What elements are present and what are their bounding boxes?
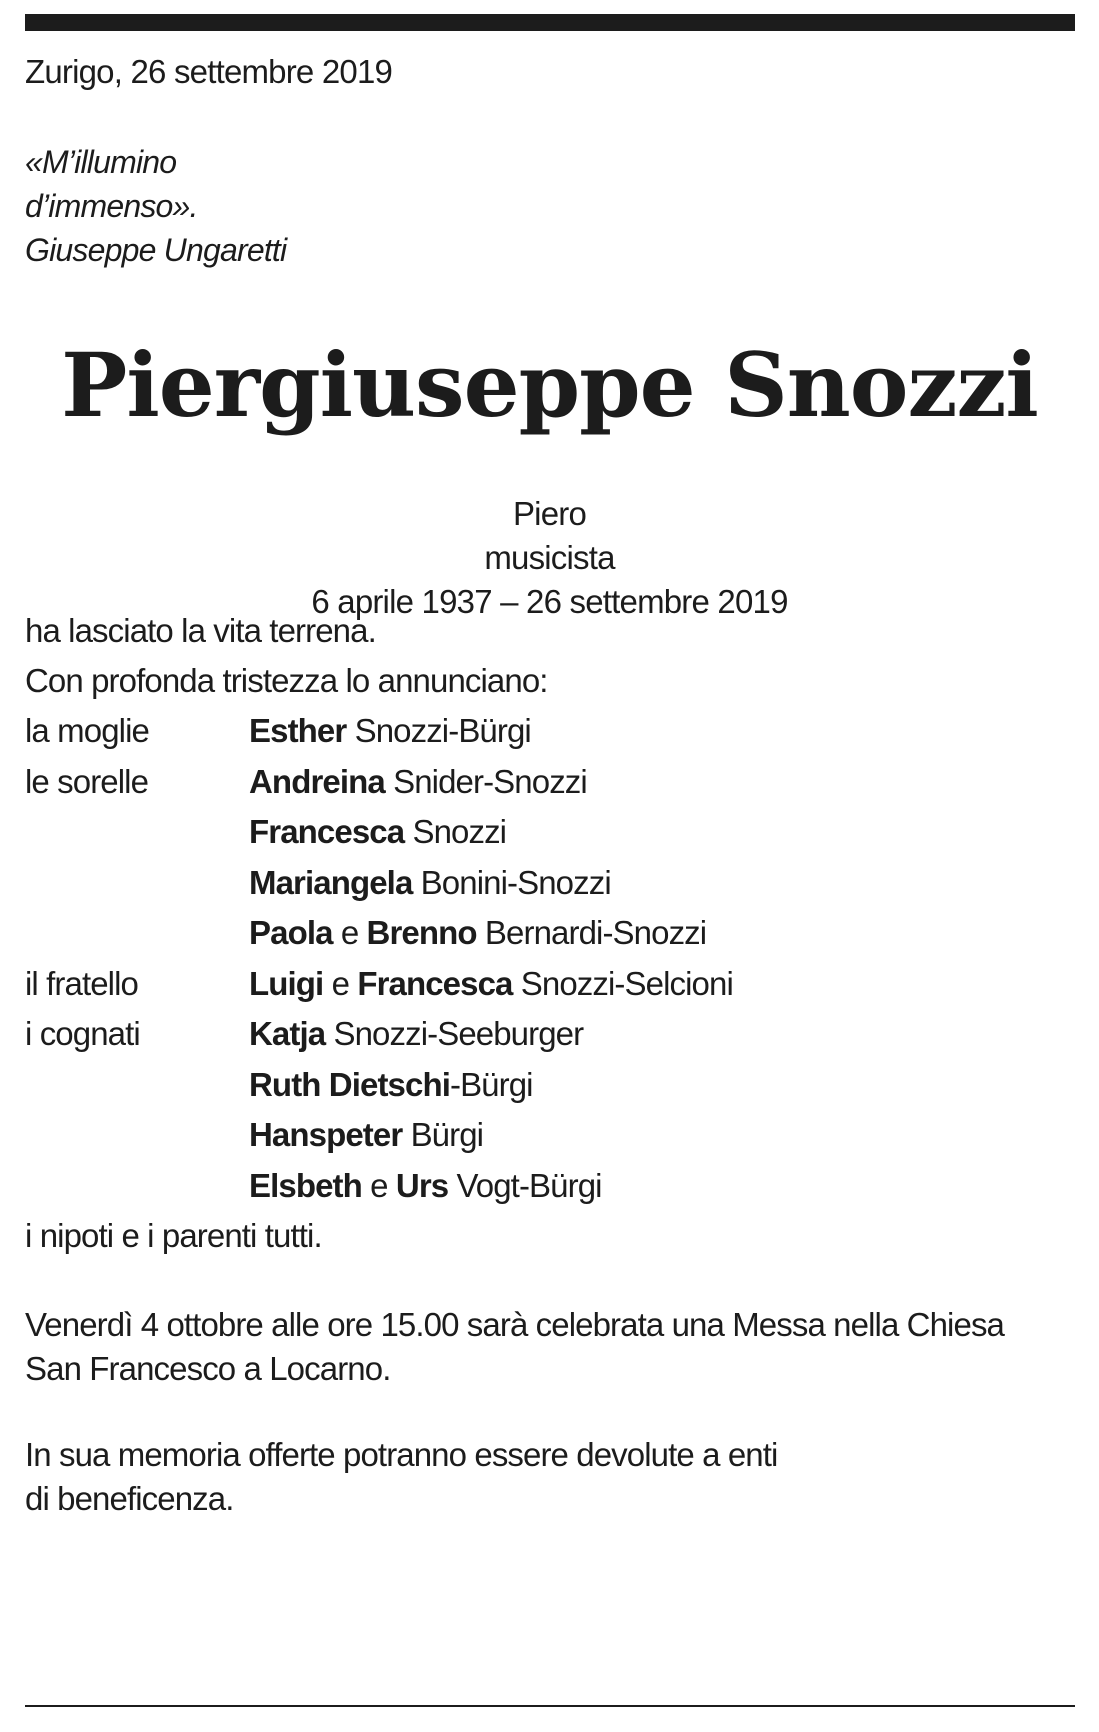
given-name: Hanspeter [249, 1116, 403, 1153]
service-line: San Francesco a Locarno. [25, 1350, 391, 1387]
person-name [249, 1115, 483, 1155]
relation-label: la moglie [25, 712, 149, 749]
donation-line: In sua memoria offerte potranno essere devolute a enti [25, 1436, 778, 1473]
name-part: e [361, 1166, 396, 1204]
family-row [25, 964, 1075, 1008]
person-name [249, 1166, 602, 1206]
name-part: Snozzi [404, 813, 507, 850]
relation-label: i cognati [25, 1015, 140, 1052]
person-name [249, 1014, 583, 1054]
person-name [249, 964, 733, 1004]
service-announcement [25, 1303, 1004, 1391]
given-name: Katja [249, 1015, 326, 1052]
given-name: Francesca [357, 964, 513, 1002]
given-name: Paola [249, 914, 333, 951]
given-name: Esther [249, 712, 347, 749]
quote-block [25, 140, 286, 272]
given-name: Elsbeth [249, 1166, 362, 1204]
given-name: Urs [395, 1166, 449, 1204]
family-row [25, 863, 1075, 907]
name-part: Vogt-Bürgi [448, 1166, 602, 1204]
relation-label: le sorelle [25, 762, 149, 800]
name-part: Snozzi-Bürgi [346, 712, 531, 749]
closing-text: i nipoti e i parenti tutti. [25, 1217, 322, 1254]
name-part: Bürgi [402, 1116, 484, 1153]
donation-note [25, 1433, 777, 1521]
top-rule [25, 14, 1075, 31]
family-row [25, 762, 1075, 806]
given-name: Mariangela [249, 863, 413, 901]
service-line: Venerdì 4 ottobre alle ore 15.00 sarà celebrata una Messa nella Chiesa [25, 1306, 1004, 1343]
person-name [249, 913, 706, 953]
life-dates: 6 aprile 1937 – 26 settembre 2019 [311, 583, 788, 620]
name-part: Bernardi-Snozzi [476, 914, 707, 951]
date-line: Zurigo, 26 settembre 2019 [25, 53, 393, 90]
nickname: Piero [512, 495, 587, 532]
quote-author: Giuseppe Ungaretti [25, 232, 287, 268]
relation-label: il fratello [25, 964, 138, 1002]
family-row [25, 1115, 1075, 1159]
announcement-text: Con profonda tristezza lo annunciano: [25, 662, 548, 699]
name-part: e [323, 964, 358, 1002]
quote-line: «M’illumino [25, 144, 177, 180]
profession: musicista [484, 539, 615, 576]
given-name: Francesca [249, 813, 405, 850]
deceased-details [0, 492, 1099, 624]
name-part: Snider-Snozzi [384, 762, 587, 800]
family-row [25, 1014, 1075, 1058]
deceased-name: Piergiuseppe Snozzi [61, 333, 1038, 437]
family-row [25, 1166, 1075, 1210]
passed-away-text: ha lasciato la vita terrena. [25, 612, 376, 649]
person-name [249, 711, 531, 751]
family-row [25, 1065, 1075, 1109]
name-part: Snozzi-Seeburger [325, 1015, 584, 1052]
person-name [249, 812, 506, 852]
name-part: Snozzi-Selcioni [512, 964, 733, 1002]
donation-line: di beneficenza. [25, 1480, 234, 1517]
given-name: Andreina [249, 762, 385, 800]
family-row [25, 711, 1075, 755]
given-name: Brenno [366, 914, 477, 951]
family-row [25, 913, 1075, 957]
quote-line: d’immenso». [25, 188, 198, 224]
bottom-rule [25, 1705, 1075, 1707]
given-name: Luigi [249, 964, 324, 1002]
name-part: -Bürgi [449, 1065, 533, 1103]
person-name [249, 1065, 533, 1105]
person-name [249, 863, 611, 903]
person-name [249, 762, 587, 802]
given-name: Ruth Dietschi [249, 1065, 450, 1103]
name-part: e [332, 914, 367, 951]
family-row [25, 812, 1075, 856]
name-part: Bonini-Snozzi [412, 863, 611, 901]
